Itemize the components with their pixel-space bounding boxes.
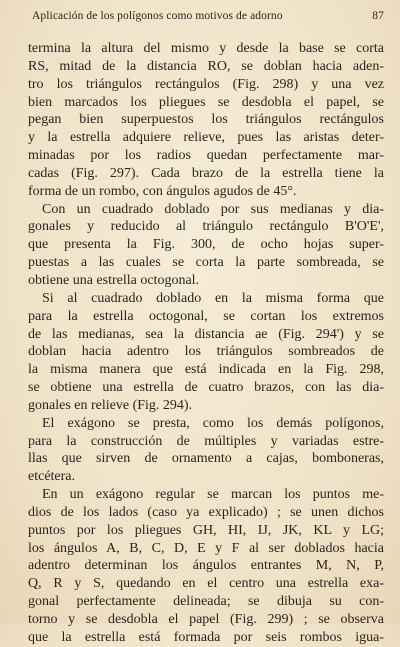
text-line: gonales y reducido al triángulo rectángulo B'O'E', (28, 219, 384, 235)
text-line: llas que sirven de ornamento a cajas, bomboneras, (28, 451, 384, 467)
text-line: pegan bien superpuestos los triángulos rectángulos (28, 112, 384, 128)
text-line: tro los triángulos rectángulos (Fig. 298) y una vez (28, 76, 384, 92)
text-line: que la estrella está formada por seis rombos igua- (28, 629, 384, 645)
text-line: cadas (Fig. 297). Cada brazo de la estrella tiene la (28, 165, 384, 181)
paragraph (28, 486, 384, 647)
text-line: de las medianas, sea la distancia ae (Fig. 294') y se (28, 326, 384, 342)
text-line: gonal perfectamente delineada; se dibuja su con- (28, 594, 384, 610)
text-line: forma de un rombo, con ángulos agudos de 45°. (28, 183, 297, 199)
text-line: que presenta la Fig. 300, de ocho hojas super- (28, 237, 384, 253)
paragraph (28, 40, 384, 201)
book-page (28, 0, 384, 645)
page-number: 87 (372, 10, 384, 22)
text-line: Q, R y S, quedando en el centro una estrella exa- (28, 576, 384, 592)
text-line: bien marcados los pliegues se desdobla el papel, se (28, 94, 384, 110)
text-line: En un exágono regular se marcan los puntos me- (42, 487, 384, 503)
text-line: puestas a las cuales se corta la parte sombreada, se (28, 255, 384, 271)
text-line: los ángulos A, B, C, D, E y F al ser doblados hacia (28, 540, 384, 556)
text-line: la misma manera que está indicada en la Fig. 298, (28, 362, 384, 378)
paragraph (28, 201, 384, 290)
text-line: para la construcción de múltiples y variadas estre- (28, 433, 384, 449)
text-line: El exágono se presta, como los demás polígonos, (42, 415, 384, 431)
text-line: gonales en relieve (Fig. 294). (28, 397, 193, 413)
paragraph (28, 290, 384, 415)
running-head-title: Aplicación de los polígonos como motivos de adorno (32, 10, 283, 22)
text-line: adentro determinan los ángulos entrantes M, N, P, (28, 558, 384, 574)
text-line: termina la altura del mismo y desde la base se corta (28, 41, 384, 56)
text-line: obtiene una estrella octogonal. (28, 272, 200, 288)
text-line: para la estrella octogonal, se cortan los extremos (28, 308, 384, 324)
text-line: Si al cuadrado doblado en la misma forma que (42, 290, 384, 306)
text-line: y la estrella adquiere relieve, pues las aristas deter- (28, 130, 384, 146)
text-line: doblan hacia adentro los triángulos sombreados de (28, 344, 384, 360)
text-line: Con un cuadrado doblado por sus medianas y dia- (42, 201, 384, 217)
text-line: RS, mitad de la distancia RO, se doblan hacia aden- (28, 58, 384, 74)
paragraph (28, 415, 384, 486)
text-line: puntos por los pliegues GH, HI, IJ, JK, KL y LG; (28, 522, 384, 538)
body-text (28, 40, 384, 647)
text-line: minadas por los radios quedan perfectamente mar- (28, 148, 384, 164)
text-line: etcétera. (28, 469, 76, 485)
text-line: se obtiene una estrella de cuatro brazos, con las dia- (28, 380, 384, 396)
text-line: dios de los lados (caso ya explicado) ; se unen dichos (28, 504, 384, 520)
text-line: torno y se desdobla el papel (Fig. 299) ; se observa (28, 612, 384, 627)
